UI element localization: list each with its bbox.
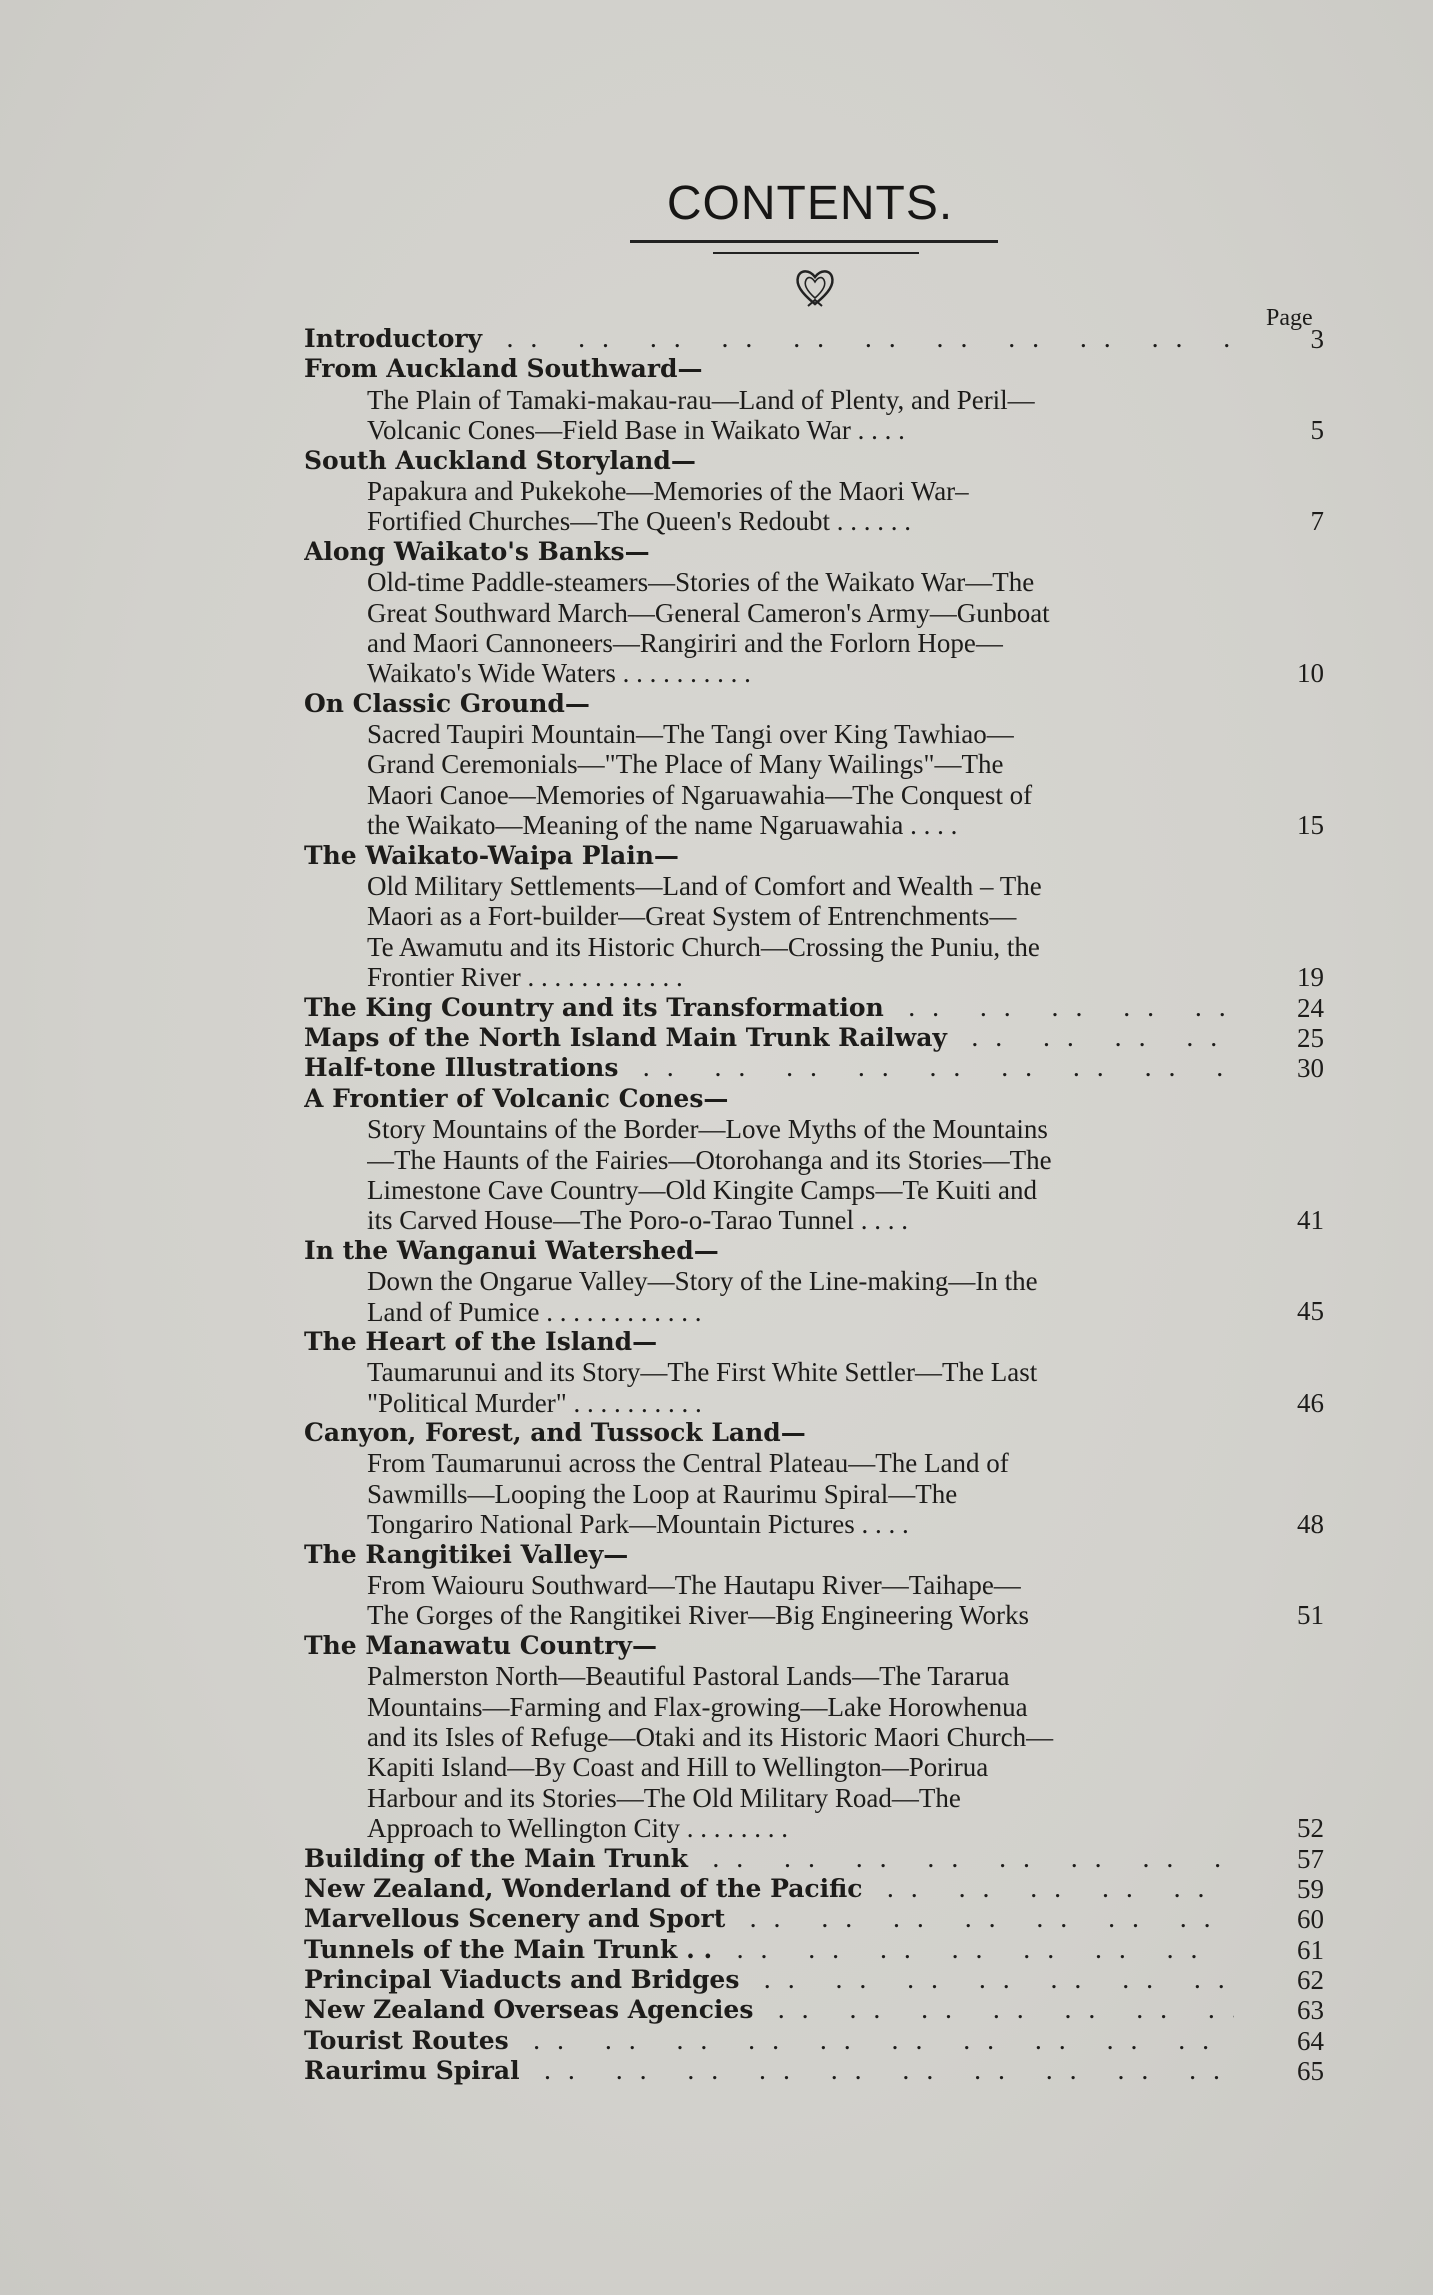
toc-entry-description [304, 1661, 1233, 1843]
toc-entry [304, 537, 1324, 689]
toc-page-number: 52 [1297, 1813, 1324, 1844]
toc-description-line: —The Haunts of the Fairies—Otorohanga and its Stories—The [367, 1144, 1052, 1175]
toc-description-line: Grand Ceremonials—"The Place of Many Wailings"—The [367, 749, 1004, 780]
toc-entry-description [304, 1570, 1233, 1631]
toc-description-line: Sawmills—Looping the Loop at Raurimu Spiral—The [367, 1478, 958, 1509]
toc-entry [304, 1327, 1324, 1418]
toc-entry-heading: New Zealand Overseas Agencies . . [304, 1995, 1234, 2025]
toc-entry [304, 689, 1324, 841]
toc-description-line: Harbour and its Stories—The Old Military Road—The [367, 1782, 961, 1813]
toc-entry-heading: The Rangitikei Valley— [304, 1539, 629, 1569]
toc-page-number: 48 [1297, 1509, 1324, 1540]
toc-entry-heading: Raurimu Spiral . . [304, 2056, 1234, 2086]
toc-entry-heading: The Heart of the Island— [304, 1326, 658, 1356]
title-rule-top [630, 240, 998, 243]
table-of-contents [304, 324, 1324, 2087]
toc-description-line: Old-time Paddle-steamers—Stories of the Waikato War—The [367, 567, 1035, 598]
toc-entry [304, 324, 1324, 354]
toc-description-line: Maori as a Fort-builder—Great System of Entrenchments— [367, 901, 1017, 932]
toc-page-number: 41 [1297, 1205, 1324, 1236]
toc-description-line: and its Isles of Refuge—Otaki and its Historic Maori Church— [367, 1721, 1054, 1752]
toc-entry-heading: A Frontier of Volcanic Cones— [304, 1083, 729, 1113]
toc-page-number: 63 [1297, 1995, 1324, 2026]
toc-page-number: 46 [1297, 1387, 1324, 1418]
toc-page-number: 7 [1310, 506, 1324, 537]
toc-entry [304, 354, 1324, 445]
toc-entry-heading: Tunnels of the Main Trunk . . . . [304, 1935, 1234, 1965]
toc-entry-heading: Introductory . . [304, 324, 1234, 354]
toc-page-number: 30 [1297, 1053, 1324, 1084]
toc-page-number: 5 [1310, 415, 1324, 446]
page-title: CONTENTS. [666, 177, 954, 230]
toc-entry-heading: The Manawatu Country— [304, 1630, 657, 1660]
toc-entry-heading: Maps of the North Island Main Trunk Railway . . [304, 1023, 1234, 1053]
toc-entry-description [304, 1114, 1233, 1236]
toc-entry-heading: Building of the Main Trunk . . [304, 1844, 1234, 1874]
toc-description-line: Story Mountains of the Border—Love Myths of the Mountains [367, 1114, 1048, 1145]
toc-entry [304, 1874, 1324, 1904]
toc-description-line: Te Awamutu and its Historic Church—Crossing the Puniu, the [367, 931, 1040, 962]
toc-description-line: Volcanic Cones—Field Base in Waikato War . . . . [367, 415, 905, 446]
toc-page-number: 10 [1297, 658, 1324, 689]
toc-description-line: Palmerston North—Beautiful Pastoral Lands—The Tararua [367, 1661, 1010, 1692]
toc-description-line: Maori Canoe—Memories of Ngaruawahia—The Conquest of [367, 779, 1033, 810]
toc-entry [304, 1631, 1324, 1844]
toc-entry [304, 1084, 1324, 1236]
toc-description-line: Approach to Wellington City . . . . . . . . [367, 1813, 789, 1844]
toc-description-line: Tongariro National Park—Mountain Pictures . . . . [367, 1509, 909, 1540]
toc-entry [304, 1935, 1324, 1965]
toc-entry-heading: Marvellous Scenery and Sport . . [304, 1904, 1234, 1934]
toc-page-number: 45 [1297, 1296, 1324, 1327]
toc-entry-description [304, 1266, 1233, 1327]
toc-description-line: its Carved House—The Poro-o-Tarao Tunnel . . . . [367, 1205, 909, 1236]
toc-entry [304, 993, 1324, 1023]
toc-description-line: Frontier River . . . . . . . . . . . . [367, 962, 683, 993]
toc-description-line: the Waikato—Meaning of the name Ngaruawahia . . . . [367, 810, 958, 841]
toc-entry-description [304, 567, 1233, 689]
toc-page-number: 25 [1297, 1022, 1324, 1053]
toc-description-line: Land of Pumice . . . . . . . . . . . . [367, 1296, 702, 1327]
toc-entry [304, 1904, 1324, 1934]
toc-entry-heading: From Auckland Southward— [304, 354, 703, 384]
toc-entry [304, 1995, 1324, 2025]
toc-description-line: Fortified Churches—The Queen's Redoubt . . . . . . [367, 506, 912, 537]
toc-description-line: The Plain of Tamaki-makau-rau—Land of Plenty, and Peril— [367, 384, 1035, 415]
toc-page-number: 51 [1297, 1600, 1324, 1631]
toc-description-line: Great Southward March—General Cameron's Army—Gunboat [367, 597, 1050, 628]
toc-page-number: 24 [1297, 992, 1324, 1023]
toc-entry [304, 1236, 1324, 1327]
toc-entry-heading: In the Wanganui Watershed— [304, 1235, 719, 1265]
toc-entry [304, 1540, 1324, 1631]
toc-entry [304, 1418, 1324, 1540]
toc-entry [304, 2026, 1324, 2056]
toc-entry [304, 446, 1324, 537]
toc-page-number: 15 [1297, 810, 1324, 841]
toc-page-number: 59 [1297, 1873, 1324, 1904]
toc-entry-description [304, 1448, 1233, 1539]
toc-entry [304, 1053, 1324, 1083]
toc-entry-description [304, 476, 1233, 537]
toc-description-line: Down the Ongarue Valley—Story of the Line-making—In the [367, 1266, 1038, 1297]
toc-description-line: Sacred Taupiri Mountain—The Tangi over King Tawhiao— [367, 719, 1014, 750]
toc-description-line: Limestone Cave Country—Old Kingite Camps—Te Kuiti and [367, 1174, 1038, 1205]
title-rule-bottom [713, 252, 919, 254]
toc-entry [304, 841, 1324, 993]
toc-page-number: 64 [1297, 2025, 1324, 2056]
toc-description-line: From Waiouru Southward—The Hautapu River—Taihape— [367, 1570, 1021, 1601]
toc-entry [304, 2056, 1324, 2086]
toc-entry [304, 1844, 1324, 1874]
toc-entry-heading: South Auckland Storyland— [304, 445, 696, 475]
toc-entry-heading: Canyon, Forest, and Tussock Land— [304, 1418, 806, 1448]
toc-description-line: and Maori Cannoneers—Rangiriri and the Forlorn Hope— [367, 627, 1003, 658]
toc-description-line: Taumarunui and its Story—The First White Settler—The Last [367, 1357, 1038, 1388]
toc-description-line: Kapiti Island—By Coast and Hill to Wellington—Porirua [367, 1752, 989, 1783]
toc-entry-heading: The King Country and its Transformation . . [304, 993, 1234, 1023]
toc-entry-heading: The Waikato-Waipa Plain— [304, 840, 679, 870]
toc-entry-heading: Principal Viaducts and Bridges . . [304, 1965, 1234, 1995]
toc-description-line: From Taumarunui across the Central Plateau—The Land of [367, 1448, 1009, 1479]
toc-entry-description [304, 719, 1233, 841]
toc-page-number: 57 [1297, 1843, 1324, 1874]
toc-description-line: Old Military Settlements—Land of Comfort and Wealth – The [367, 871, 1042, 902]
toc-description-line: Papakura and Pukekohe—Memories of the Maori War– [367, 475, 969, 506]
toc-entry-description [304, 385, 1233, 446]
toc-description-line: Mountains—Farming and Flax-growing—Lake Horowhenua [367, 1691, 1028, 1722]
heart-ornament-icon [790, 262, 840, 312]
toc-page-number: 61 [1297, 1934, 1324, 1965]
toc-entry-description [304, 871, 1233, 993]
toc-entry [304, 1965, 1324, 1995]
toc-entry [304, 1023, 1324, 1053]
toc-entry-heading: Tourist Routes . . [304, 2026, 1234, 2056]
toc-description-line: Waikato's Wide Waters . . . . . . . . . . [367, 658, 751, 689]
toc-entry-heading: Half-tone Illustrations . . [304, 1053, 1234, 1083]
toc-entry-heading: Along Waikato's Banks— [304, 536, 650, 566]
toc-page-number: 3 [1310, 323, 1324, 354]
toc-page-number: 60 [1297, 1904, 1324, 1935]
toc-entry-heading: On Classic Ground— [304, 688, 590, 718]
toc-description-line: The Gorges of the Rangitikei River—Big Engineering Works [367, 1600, 1029, 1631]
toc-description-line: "Political Murder" . . . . . . . . . . [367, 1387, 702, 1418]
toc-entry-heading: New Zealand, Wonderland of the Pacific . . [304, 1874, 1234, 1904]
toc-entry-description [304, 1357, 1233, 1418]
page-column-label: Page [1266, 305, 1313, 331]
toc-page-number: 19 [1297, 962, 1324, 993]
toc-page-number: 62 [1297, 1965, 1324, 1996]
toc-page-number: 65 [1297, 2056, 1324, 2087]
